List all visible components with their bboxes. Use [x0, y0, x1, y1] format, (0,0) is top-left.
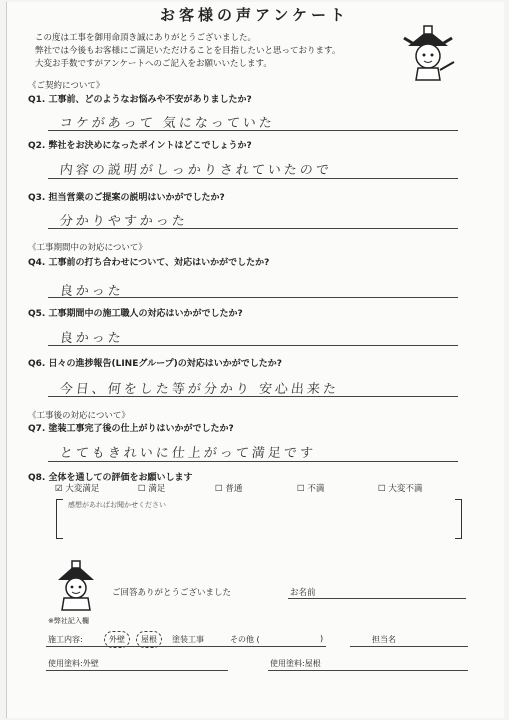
question-1: Q1. 工事前、どのようなお悩みや不安がありましたか?	[28, 95, 252, 105]
page-title: お客様の声アンケート	[159, 6, 350, 24]
rating-option-satisfied[interactable]	[138, 482, 165, 494]
work-item-painting: 塗装工事	[172, 635, 204, 644]
rating-option-label: 不満	[307, 484, 325, 494]
answer-1: コケがあって 気になっていた	[59, 116, 276, 131]
name-line	[288, 598, 466, 599]
comment-placeholder: 感想があればお聞かせください	[68, 501, 166, 509]
paint-roof-label: 使用塗料:屋根	[270, 659, 321, 668]
rating-option-label: 大変満足	[65, 484, 100, 494]
work-content-label: 施工内容:	[48, 635, 83, 644]
rating-option-label: 満足	[148, 484, 166, 494]
answer-line	[48, 297, 458, 298]
rating-option-neutral[interactable]	[215, 482, 242, 494]
answer-line	[48, 130, 458, 131]
question-4: Q4. 工事前の打ち合わせについて、対応はいかがでしたか?	[28, 258, 270, 268]
question-6: Q6. 日々の進捗報告(LINEグループ)の対応はいかがでしたか?	[28, 359, 282, 369]
rating-option-dissatisfied[interactable]	[297, 482, 324, 494]
work-item-exterior-wall: 外壁	[104, 631, 130, 648]
answer-4: 良かった	[59, 284, 125, 299]
staff-label: 担当名	[372, 635, 396, 644]
checkbox-icon[interactable]: ☐	[138, 484, 146, 494]
intro-text	[35, 32, 340, 71]
answer-6: 今日、何をした等が分かり 安心出来た	[59, 382, 340, 397]
intro-line: 弊社では今後もお客様にご満足いただけることを目指したいと思っております。	[35, 46, 341, 56]
checkbox-checked-icon[interactable]: ☑	[55, 484, 63, 494]
paint-roof-line	[268, 670, 468, 671]
section-contract: 《ご契約について》	[28, 81, 105, 91]
bracket-right	[455, 499, 462, 539]
question-5: Q5. 工事期間中の施工職人の対応はいかがでしたか?	[28, 309, 243, 319]
answer-2: 内容の説明がしっかりされていたので	[59, 163, 333, 178]
question-2: Q2. 弊社をお決めになったポイントはどこでしょうか?	[28, 141, 252, 151]
answer-line	[48, 228, 458, 229]
checkbox-icon[interactable]: ☐	[378, 484, 386, 494]
work-item-roof: 屋根	[136, 631, 162, 648]
answer-3: 分かりやすかった	[59, 214, 189, 229]
comment-box[interactable]	[58, 499, 462, 537]
question-3: Q3. 担当営業のご提案の説明はいかがでしたか?	[28, 193, 225, 203]
bracket-left	[56, 499, 63, 539]
checkbox-icon[interactable]: ☐	[297, 484, 305, 494]
rating-option-label: 大変不満	[388, 484, 423, 494]
answer-line	[48, 396, 458, 397]
section-period: 《工事期間中の対応について》	[28, 243, 147, 253]
section-after: 《工事後の対応について》	[28, 411, 130, 421]
rating-option-label: 普通	[225, 484, 243, 494]
name-label: お名前	[290, 588, 316, 598]
answer-line	[48, 345, 458, 346]
work-item-other: その他 (	[230, 635, 260, 644]
rating-option-very-satisfied[interactable]	[55, 482, 99, 494]
rating-option-very-dissatisfied[interactable]	[378, 482, 422, 494]
answer-line	[48, 178, 458, 179]
work-line	[46, 646, 326, 647]
samurai-mascot-illustration	[52, 560, 100, 612]
paint-exterior-label: 使用塗料:外壁	[48, 659, 99, 668]
office-use-note: ※弊社記入欄	[48, 617, 89, 625]
intro-line: 大変お手数ですがアンケートへのご記入をお願いいたします。	[35, 59, 272, 69]
samurai-mascot-illustration	[400, 24, 456, 82]
intro-line: この度は工事を御用命頂き誠にありがとうございました。	[35, 33, 257, 43]
checkbox-icon[interactable]: ☐	[215, 484, 223, 494]
answer-line	[48, 461, 458, 462]
thanks-message: ご回答ありがとうございました	[112, 588, 232, 598]
question-7: Q7. 塗装工事完了後の仕上がりはいかがでしたか?	[28, 424, 234, 434]
staff-line	[350, 646, 468, 647]
answer-7: とてもきれいに仕上がって満足です	[59, 446, 317, 461]
paint-exterior-line	[46, 670, 228, 671]
question-8: Q8. 全体を通しての評価をお願いします	[28, 473, 193, 483]
answer-5: 良かった	[59, 331, 125, 346]
work-item-other-close: )	[320, 634, 324, 643]
